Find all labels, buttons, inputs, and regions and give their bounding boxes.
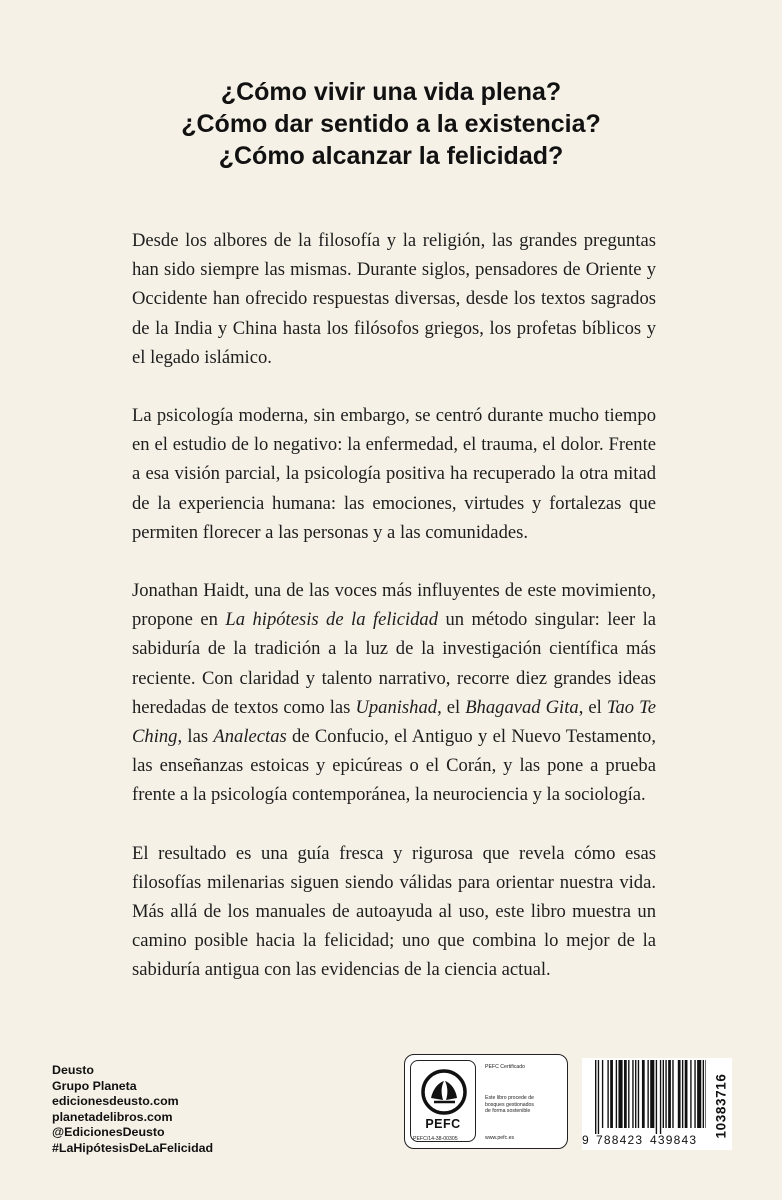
pefc-tree-icon xyxy=(419,1067,469,1117)
paragraph-1: Desde los albores de la filosofía y la religión, las grandes preguntas han sido siempre las mismas. Durante siglos, pensadores de Oriente y Occidente han ofrecido respuestas diversas, desde los textos sagrados de la India y China hasta los filósofos griegos, los profetas bíblicos y el legado islámico. xyxy=(132,230,656,368)
p3-text-f: de Confucio, el Antiguo y el Nuevo Testamento, las enseñanzas estoicas y epicúreas o el Corán, y las pone a prueba frente a la psicología contemporánea, la neurociencia y la sociología. xyxy=(132,726,657,806)
barcode-bar xyxy=(624,1060,627,1128)
barcode-bar xyxy=(697,1060,701,1128)
publisher-social-handle: @EdicionesDeusto xyxy=(52,1125,165,1140)
barcode-bar xyxy=(694,1060,695,1128)
publisher-name: Deusto xyxy=(52,1063,94,1077)
barcode-bar xyxy=(602,1060,603,1128)
pefc-description-line-2: bosques gestionados xyxy=(485,1101,535,1108)
p3-text-c: , el xyxy=(437,696,466,718)
pefc-description xyxy=(485,1095,534,1115)
publisher-group: Grupo Planeta xyxy=(52,1078,137,1093)
barcode-digit-prefix: 9 xyxy=(582,1133,590,1147)
pefc-url: www.pefc.es xyxy=(485,1135,515,1141)
publisher-website-1: edicionesdeusto.com xyxy=(52,1094,179,1109)
text-bhagavad-gita: Bhagavad Gita xyxy=(465,696,579,718)
pefc-certification-box xyxy=(404,1054,568,1149)
text-analectas: Analectas xyxy=(213,726,287,748)
barcode-bar xyxy=(635,1060,636,1128)
barcode-bar xyxy=(632,1060,633,1128)
barcode-bar xyxy=(663,1060,664,1128)
barcode-bar xyxy=(610,1060,613,1128)
book-title: La hipótesis de la felicidad xyxy=(225,609,439,631)
barcode-bar xyxy=(665,1060,666,1128)
barcode-bar xyxy=(656,1060,657,1134)
barcode-digits-group-1: 788423 xyxy=(596,1133,644,1147)
p3-text-e: , las xyxy=(177,726,214,748)
internal-code xyxy=(710,1062,732,1150)
barcode-bar xyxy=(660,1060,661,1134)
internal-code-text: 10383716 xyxy=(713,1073,729,1139)
barcode-bar xyxy=(647,1060,648,1128)
pefc-description-line-1: Este libro procede de xyxy=(485,1095,535,1101)
p3-text-a: Jonathan Haidt, una de las voces más influyentes de este movimiento, propone en xyxy=(132,580,656,631)
pefc-logo-word: PEFC xyxy=(425,1117,461,1131)
barcode-bar xyxy=(618,1060,622,1128)
barcode-bar xyxy=(705,1060,706,1128)
barcode-bars xyxy=(582,1058,706,1134)
barcode-bar xyxy=(607,1060,608,1128)
publisher-info xyxy=(52,1063,213,1157)
headline-line-2: ¿Cómo dar sentido a la existencia? xyxy=(181,110,601,138)
pefc-certified-label: PEFC Certificado xyxy=(485,1064,526,1070)
paragraph-3 xyxy=(132,576,656,810)
paragraph-2: La psicología moderna, sin embargo, se centró durante mucho tiempo en el estudio de lo negativo: la enfermedad, el trauma, el dolor. Frente a esa visión parcial, la psicología positiva ha recuperado la otra mitad de la experiencia humana: las emociones, virtudes y fortalezas que permiten florecer a las personas y a las comunidades. xyxy=(132,405,656,543)
barcode-bar xyxy=(642,1060,645,1128)
barcode-bar xyxy=(672,1060,673,1128)
barcode-digits-group-2: 439843 xyxy=(650,1133,698,1147)
barcode-bar xyxy=(668,1060,671,1128)
barcode-bar xyxy=(650,1060,654,1128)
text-upanishad: Upanishad xyxy=(355,696,438,718)
barcode-bar xyxy=(682,1060,683,1128)
barcode-bar xyxy=(598,1060,599,1134)
p3-text-b: un método singular: leer la sabiduría de la tradición a la luz de la investigación científica más reciente. Con claridad y talento narrativo, recorre diez grandes ideas heredadas de textos como las xyxy=(132,609,657,718)
barcode-bar xyxy=(638,1060,639,1128)
barcode-bar xyxy=(595,1060,596,1134)
barcode-bar xyxy=(685,1060,688,1128)
barcode-bar xyxy=(690,1060,691,1128)
pefc-description-line-3: de forma sostenible xyxy=(485,1108,531,1115)
headline xyxy=(0,76,782,172)
publisher-website-2: planetadelibros.com xyxy=(52,1109,173,1124)
barcode-bar xyxy=(616,1060,617,1128)
pefc-code: PEFC/14-38-00305 xyxy=(413,1136,458,1142)
barcode-bar xyxy=(703,1060,704,1128)
barcode-bar xyxy=(628,1060,629,1128)
blurb-text xyxy=(132,226,656,1014)
p3-text-d: , el xyxy=(578,696,607,718)
headline-line-1: ¿Cómo vivir una vida plena? xyxy=(220,78,562,106)
headline-line-3: ¿Cómo alcanzar la felicidad? xyxy=(218,142,564,170)
publisher-hashtag: #LaHipótesisDeLaFelicidad xyxy=(52,1140,214,1155)
text-tao-te-ching: Tao Te Ching xyxy=(132,696,656,748)
paragraph-4: El resultado es una guía fresca y rigurosa que revela cómo esas filosofías milenarias siguen siendo válidas para orientar nuestra vida. Más allá de los manuales de autoayuda al uso, este libro muestra un camino posible hacia la felicidad; uno que combina lo mejor de la sabiduría antigua con las evidencias de la ciencia actual. xyxy=(132,842,656,981)
pefc-logo xyxy=(410,1060,476,1142)
barcode-bar xyxy=(678,1060,681,1128)
